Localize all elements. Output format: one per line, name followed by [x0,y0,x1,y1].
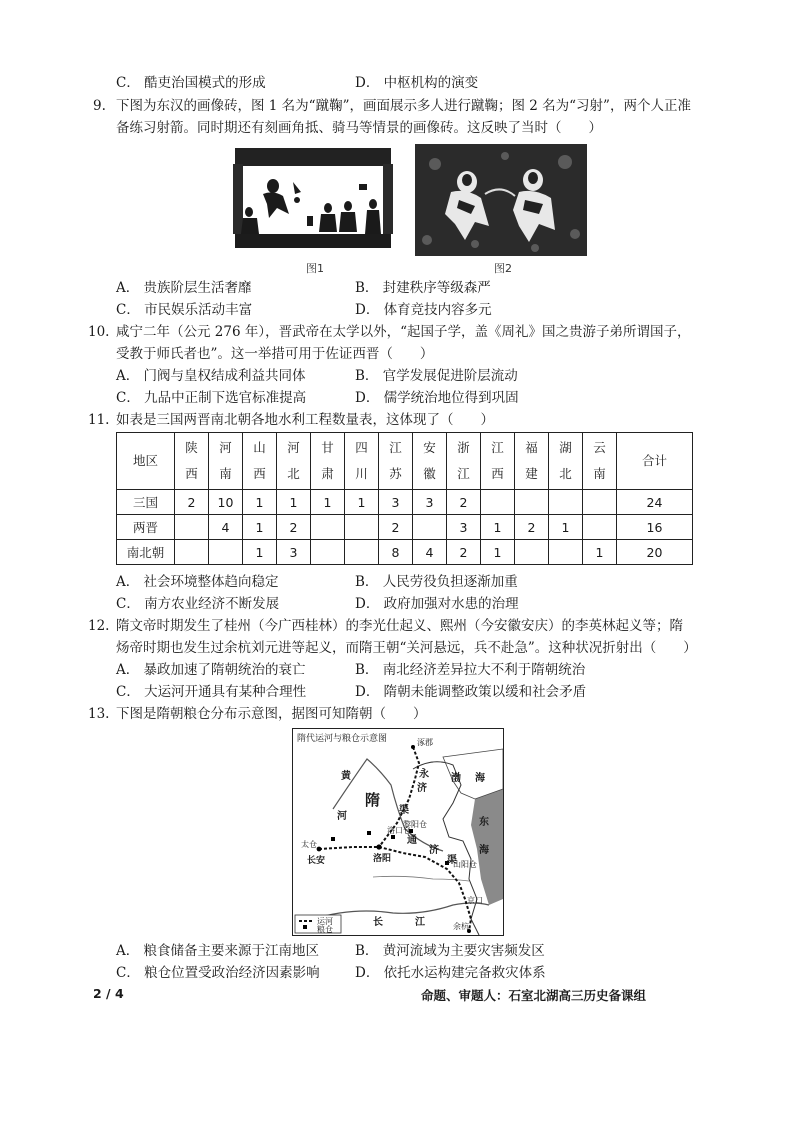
value-cell: 3 [413,490,447,515]
q11-stem: 如表是三国两晋南北朝各地水利工程数量表，这体现了（ ） [116,412,494,428]
value-cell: 1 [243,515,277,540]
map-label-yong: 永 [419,769,429,780]
period-cell: 两晋 [117,515,175,540]
map-label-changan: 长安 [307,856,326,866]
map-label-bohai-1: 渤 [451,773,461,784]
map-label-ji: 济 [417,783,427,794]
region-header: 山 西 [243,433,277,490]
value-cell: 3 [379,490,413,515]
value-cell [583,490,617,515]
q11-option-a: A． 社会环境整体趋向稳定 [116,574,279,590]
q10-option-a: A． 门阀与皇权结成利益共同体 [116,368,306,384]
map-label-qu2: 渠 [447,855,457,866]
map-label-tong: 通 [407,835,417,846]
region-header: 云 南 [583,433,617,490]
value-cell [515,490,549,515]
value-cell [345,515,379,540]
value-cell: 2 [447,540,481,565]
q10-option-d: D． 儒学统治地位得到巩固 [355,390,519,406]
map-label-taicang: 太仓 [301,840,317,849]
value-cell [583,515,617,540]
figure-archery-brick [415,144,587,256]
region-header: 福 建 [515,433,549,490]
region-header: 江 苏 [379,433,413,490]
figure-1-caption: 图1 [306,262,324,275]
value-cell: 1 [549,515,583,540]
value-cell: 2 [175,490,209,515]
region-header: 安 徽 [413,433,447,490]
q12-option-d: D． 隋朝未能调整政策以缓和社会矛盾 [355,684,587,700]
q13-option-a: A． 粮食储备主要来源于江南地区 [116,943,320,959]
map-label-luokoucang: 洛口仓 [387,826,411,835]
map-label-jiang: 江 [415,917,425,928]
map-label-huang: 黄 [341,771,351,782]
region-header: 江 西 [481,433,515,490]
value-cell [413,515,447,540]
table-row [117,540,693,565]
map-label-chang: 长 [373,917,383,928]
value-cell: 1 [481,540,515,565]
q10-option-b: B． 官学发展促进阶层流动 [355,368,518,384]
value-cell: 1 [311,490,345,515]
region-header: 陕 西 [175,433,209,490]
q11-option-c: C． 南方农业经济不断发展 [116,596,280,612]
region-header: 河 南 [209,433,243,490]
q9-option-b: B． 封建秩序等级森严 [355,280,491,296]
q9-number: 9. [93,98,106,114]
value-cell: 4 [413,540,447,565]
q13-option-b: B． 黄河流域为主要灾害频发区 [355,943,545,959]
value-cell: 1 [243,540,277,565]
value-cell [515,540,549,565]
q8-option-c: C． 酷吏治国模式的形成 [116,75,266,91]
value-cell [345,540,379,565]
map-label-shanyangcang: 山阳仓 [453,860,477,869]
map-label-liyangcang: 黎阳仓 [403,820,427,829]
q11-option-b: B． 人民劳役负担逐渐加重 [355,574,518,590]
period-cell: 南北朝 [117,540,175,565]
value-cell: 1 [345,490,379,515]
page-number: 2 / 4 [93,986,124,1001]
table-row [117,515,693,540]
region-header: 湖 北 [549,433,583,490]
value-cell: 2 [379,515,413,540]
q12-option-b: B． 南北经济差异拉大不利于隋朝统治 [355,662,586,678]
region-header: 甘 肃 [311,433,345,490]
legend-canal-label: 运河 [317,917,333,926]
value-cell: 3 [447,515,481,540]
map-label-luoyang: 洛阳 [373,854,392,864]
value-cell [311,540,345,565]
table-row [117,490,693,515]
value-cell: 2 [515,515,549,540]
value-cell [311,515,345,540]
map-label-bohai-2: 海 [475,773,485,784]
map-label-jingkou: 京口 [467,896,483,905]
map-label-ji2: 济 [429,845,439,856]
map-label-zhuojun: 涿郡 [417,738,433,747]
value-cell: 1 [481,515,515,540]
footer-credit: 命题、审题人：石室北湖高三历史备课组 [421,988,647,1003]
map-label-sui: 隋 [365,791,381,809]
value-cell: 1 [243,490,277,515]
q13-stem: 下图是隋朝粮仓分布示意图，据图可知隋朝（ ） [116,706,427,722]
legend-granary-label: 粮仓 [317,925,333,934]
value-cell: 2 [447,490,481,515]
q13-number: 13. [88,706,110,722]
figure-cuju-brick [233,144,393,252]
q12-option-a: A． 暴政加速了隋朝统治的衰亡 [116,662,306,678]
region-header: 浙 江 [447,433,481,490]
q13-option-c: C． 粮仓位置受政治经济因素影响 [116,965,320,981]
table-header-row [117,433,693,490]
total-cell: 16 [617,515,693,540]
value-cell: 4 [209,515,243,540]
value-cell: 1 [583,540,617,565]
q10-stem: 咸宁二年（公元 276 年），晋武帝在太学以外，“起国子学，盖《周礼》国之贵游子弟所谓国子，受教于师氏者也”。这一举措可用于佐证西晋（ ） [116,324,691,362]
period-cell: 三国 [117,490,175,515]
q11-number: 11. [88,412,110,428]
irrigation-projects-table [116,432,693,565]
q10-option-c: C． 九品中正制下选官标准提高 [116,390,307,406]
map-label-qu: 渠 [399,805,409,816]
value-cell: 10 [209,490,243,515]
q8-option-d: D． 中枢机构的演变 [355,75,479,91]
map-label-dong: 东 [479,817,489,828]
value-cell: 1 [277,490,311,515]
value-cell: 3 [277,540,311,565]
figure-2-caption: 图2 [494,262,512,275]
q10-number: 10. [88,324,110,340]
value-cell [549,540,583,565]
value-cell [175,540,209,565]
region-header: 河 北 [277,433,311,490]
value-cell: 2 [277,515,311,540]
q9-option-a: A． 贵族阶层生活奢靡 [116,280,252,296]
q9-option-d: D． 体育竞技内容多元 [355,302,492,318]
q12-stem: 隋文帝时期发生了桂州（今广西桂林）的李光仕起义、熙州（今安徽安庆）的李英林起义等；隋炀帝时期也发生过余杭刘元进等起义，而隋王朝“关河悬远，兵不赴急”。这种状况折射出（ ） [116,618,697,656]
region-header: 四 川 [345,433,379,490]
q13-option-d: D． 依托水运构建完备救灾体系 [355,965,546,981]
map-title: 隋代运河与粮仓示意图 [297,734,388,744]
q12-option-c: C． 大运河开通具有某种合理性 [116,684,307,700]
total-cell: 20 [617,540,693,565]
value-cell [549,490,583,515]
sui-canal-granary-map [292,728,504,936]
map-label-dong-hai: 海 [479,845,489,856]
map-label-he: 河 [337,811,347,822]
q9-option-c: C． 市民娱乐活动丰富 [116,302,253,318]
value-cell: 8 [379,540,413,565]
value-cell [175,515,209,540]
value-cell [481,490,515,515]
map-label-yuhang: 余杭 [453,922,469,931]
q9-stem: 下图为东汉的画像砖，图 1 名为“蹴鞠”，画面展示多人进行蹴鞠；图 2 名为“习射”，两个人正准备练习射箭。同时期还有刻画角抵、骑马等情景的画像砖。这反映了当时（ ） [116,98,691,136]
q11-option-d: D． 政府加强对水患的治理 [355,596,519,612]
table-corner-cell: 地区 [117,433,175,490]
total-header: 合计 [617,433,693,490]
value-cell [209,540,243,565]
q12-number: 12. [88,618,110,634]
total-cell: 24 [617,490,693,515]
